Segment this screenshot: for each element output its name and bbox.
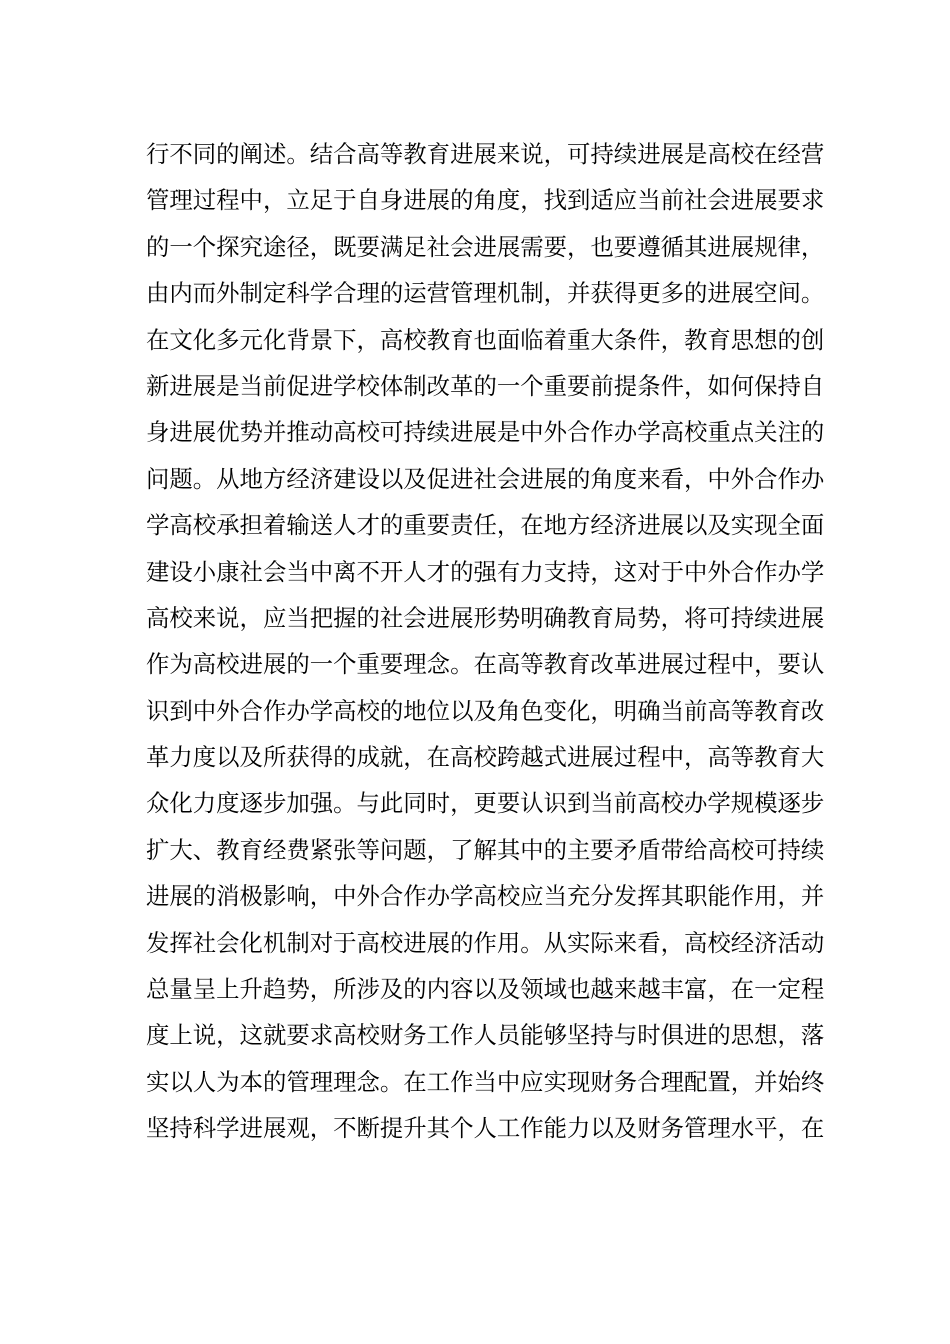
text-line: 管理过程中，立足于自身进展的角度，找到适应当前社会进展要求 bbox=[146, 186, 825, 215]
text-line: 扩大、教育经费紧张等问题，了解其中的主要矛盾带给高校可持续 bbox=[146, 835, 825, 864]
text-line: 在文化多元化背景下，高校教育也面临着重大条件，教育思想的创 bbox=[146, 325, 825, 354]
text-line: 发挥社会化机制对于高校进展的作用。从实际来看，高校经济活动 bbox=[146, 928, 825, 957]
text-line: 进展的消极影响，中外合作办学高校应当充分发挥其职能作用，并 bbox=[146, 882, 825, 911]
text-line: 建设小康社会当中离不开人才的强有力支持，这对于中外合作办学 bbox=[146, 557, 825, 586]
text-line: 问题。从地方经济建设以及促进社会进展的角度来看，中外合作办 bbox=[146, 464, 825, 493]
body-paragraph bbox=[146, 131, 825, 1152]
text-line: 众化力度逐步加强。与此同时，更要认识到当前高校办学规模逐步 bbox=[146, 789, 825, 818]
text-line: 实以人为本的管理理念。在工作当中应实现财务合理配置，并始终 bbox=[146, 1067, 825, 1096]
text-line: 识到中外合作办学高校的地位以及角色变化，明确当前高等教育改 bbox=[146, 696, 825, 725]
text-line: 由内而外制定科学合理的运营管理机制，并获得更多的进展空间。 bbox=[146, 279, 825, 308]
text-line: 革力度以及所获得的成就，在高校跨越式进展过程中，高等教育大 bbox=[146, 743, 825, 772]
text-line: 的一个探究途径，既要满足社会进展需要，也要遵循其进展规律， bbox=[146, 232, 825, 261]
text-line: 度上说，这就要求高校财务工作人员能够坚持与时俱进的思想，落 bbox=[146, 1021, 825, 1050]
text-line: 行不同的阐述。结合高等教育进展来说，可持续进展是高校在经营 bbox=[146, 140, 825, 168]
text-line: 作为高校进展的一个重要理念。在高等教育改革进展过程中，要认 bbox=[146, 650, 825, 679]
text-line: 学高校承担着输送人才的重要责任，在地方经济进展以及实现全面 bbox=[146, 511, 825, 540]
text-line: 坚持科学进展观，不断提升其个人工作能力以及财务管理水平，在 bbox=[146, 1114, 825, 1143]
text-line: 高校来说，应当把握的社会进展形势明确教育局势，将可持续进展 bbox=[146, 603, 825, 632]
text-line: 总量呈上升趋势，所涉及的内容以及领域也越来越丰富，在一定程 bbox=[146, 975, 825, 1004]
text-line: 新进展是当前促进学校体制改革的一个重要前提条件，如何保持自 bbox=[146, 371, 825, 400]
text-line: 身进展优势并推动高校可持续进展是中外合作办学高校重点关注的 bbox=[146, 418, 825, 447]
